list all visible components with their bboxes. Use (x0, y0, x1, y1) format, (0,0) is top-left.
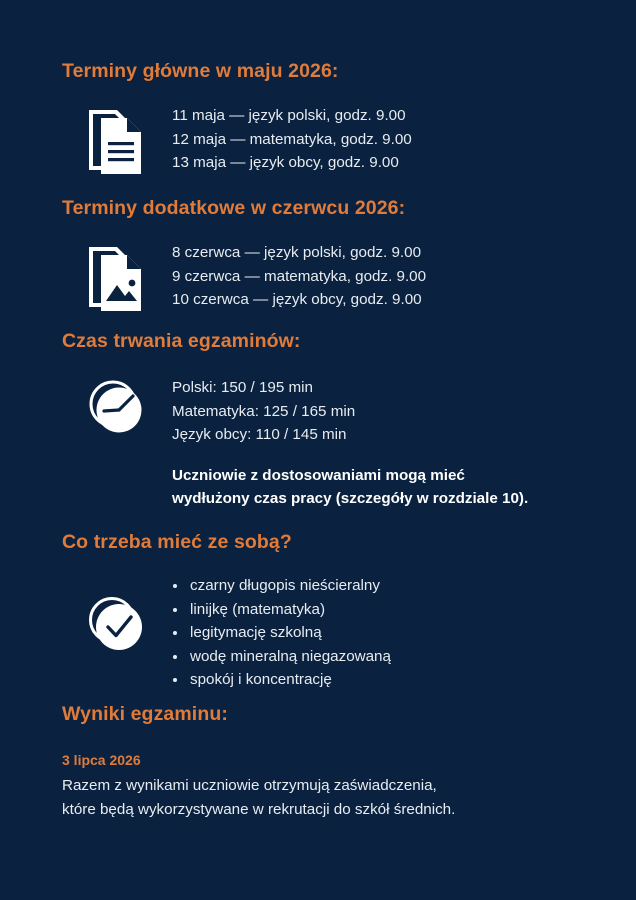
results-body-line: które będą wykorzystywane w rekrutacji do szkół średnich. (62, 800, 456, 818)
results-date: 3 lipca 2026 (62, 752, 141, 768)
results-body-line: Razem z wynikami uczniowie otrzymują zaświadczenia, (62, 777, 437, 794)
duration-note (172, 464, 528, 510)
additional-dates-line: 8 czerwca — język polski, godz. 9.00 (172, 244, 422, 261)
bring-along-list (172, 574, 391, 692)
main-dates-line: 12 maja — matematyka, godz. 9.00 (172, 130, 412, 148)
additional-dates-list (172, 241, 426, 312)
documents-icon (62, 104, 172, 178)
main-dates-list (172, 104, 412, 175)
section-heading-duration: Czas trwania egzaminów: (62, 330, 301, 352)
duration-line: Matematyka: 125 / 165 min (172, 402, 356, 420)
section-heading-bring-along: Co trzeba mieć ze sobą? (62, 531, 292, 553)
duration-note-line: wydłużony czas pracy (szczegóły w rozdziale 10). (172, 490, 529, 507)
image-document-icon (62, 241, 172, 315)
section-bring-along (62, 574, 391, 692)
list-item: linijkę (matematyka) (172, 598, 391, 622)
additional-dates-line: 9 czerwca — matematyka, godz. 9.00 (172, 267, 427, 285)
main-dates-line: 11 maja — język polski, godz. 9.00 (172, 107, 406, 124)
section-heading-results: Wyniki egzaminu: (62, 703, 228, 725)
additional-dates-line: 10 czerwca — język obcy, godz. 9.00 (172, 291, 422, 308)
clock-icon (62, 376, 172, 438)
main-dates-line: 13 maja — język obcy, godz. 9.00 (172, 154, 399, 171)
results-body (62, 774, 455, 821)
duration-line: Język obcy: 110 / 145 min (172, 426, 347, 443)
bring-along-bullets (172, 574, 391, 692)
list-item: spokój i koncentrację (172, 668, 391, 692)
list-item: wodę mineralną niegazowaną (172, 645, 391, 669)
section-heading-additional-dates: Terminy dodatkowe w czerwcu 2026: (62, 197, 406, 219)
section-main-dates (62, 104, 412, 178)
section-additional-dates (62, 241, 426, 315)
check-circle-icon (62, 574, 172, 656)
list-item: czarny długopis nieścieralny (172, 574, 391, 598)
duration-line: Polski: 150 / 195 min (172, 379, 313, 396)
results-block (62, 750, 455, 821)
list-item: legitymację szkolną (172, 621, 391, 645)
section-duration (62, 376, 355, 447)
duration-note-line: Uczniowie z dostosowaniami mogą mieć (172, 467, 465, 484)
duration-list (172, 376, 355, 447)
section-heading-main-dates: Terminy główne w maju 2026: (62, 60, 339, 82)
